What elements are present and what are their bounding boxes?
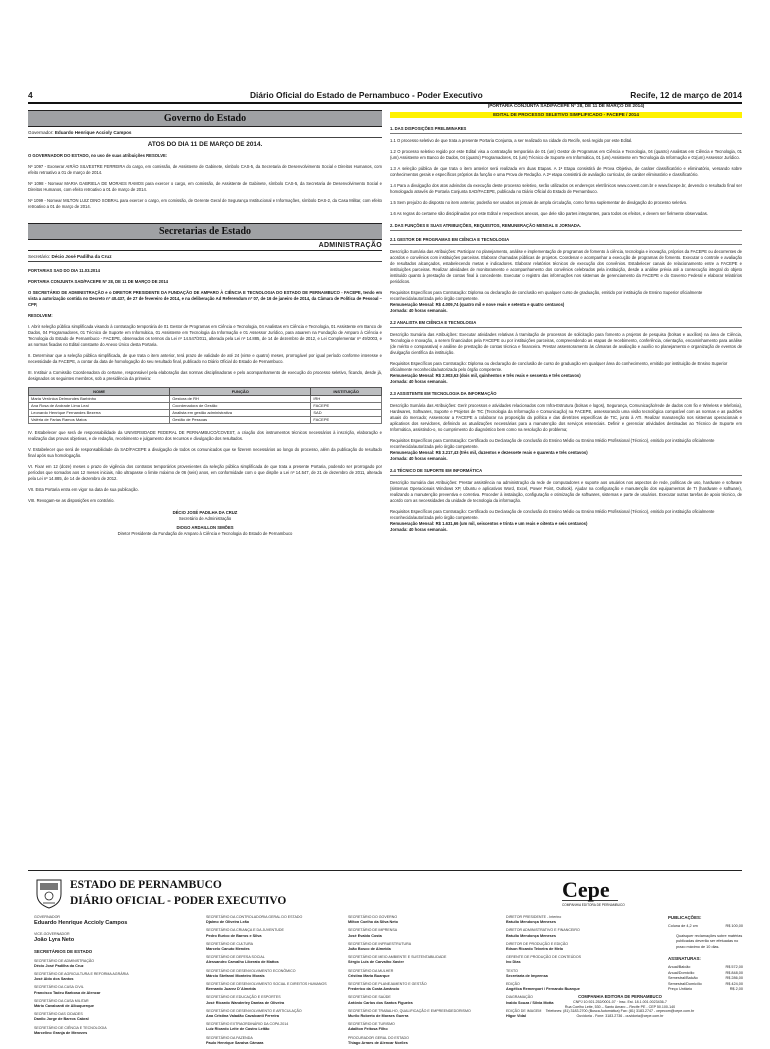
job-requirements: Requisitos Específicos para Contratação: Diploma ou declaração de conclusão de curso de graduação em qualquer área do conhecimento, emitido por instituição de Ensino Superior oficialmente reconhecida/autorizada pelo órgão competente. [390, 361, 728, 372]
expediente-column-1 [34, 915, 194, 1039]
page-number: 4 [28, 90, 33, 100]
staff-name: Danilo Jorge de Barros Cabral [34, 1017, 89, 1022]
subscriptions-heading: ASSINATURAS: [668, 956, 701, 962]
portaria-paragraph: V. Estabelecer que será de responsabilidade da SAD/FACEPE a divulgação de todos os comunicados que se fizerem necessários ao longo do processo, além da publicação do resultado final após sua homologação. [28, 447, 382, 458]
subscription-type: Anual/Domicílio [668, 970, 695, 975]
subscription-price: R$ 2,00 [729, 987, 743, 992]
table-cell: SAD [311, 410, 382, 417]
governor-line [28, 130, 382, 136]
staff-role: SECRETÁRIO DA CONTROLADORIA GERAL DO ESTADO [206, 915, 303, 919]
staff-name: Secretaria de Imprensa [506, 973, 548, 978]
svg-text:Cepe: Cepe [562, 877, 610, 902]
price-label: Coluna de 4,2 cm [668, 924, 698, 929]
staff-name: José Aldo dos Santos [34, 977, 74, 982]
staff-entry [34, 972, 194, 982]
portaria-paragraph: O SECRETÁRIO DE ADMINISTRAÇÃO e o DIRETOR PRESIDENTE DA FUNDAÇÃO DE AMPARO À CIÊNCIA E TECNOLOGIA DO ESTADO DE PERNAMBUCO - FACEPE, tendo em vista a autorização contida no Decreto nº 40.437, de 27 de fevereiro de 2014, e na deliberação Ad Referendum nº 07, de 16 de janeiro de 2014, da Câmara de Política de Pessoal – CPP, [28, 290, 382, 307]
staff-name: Márcio Stefanni Monteiro Morais [206, 973, 265, 978]
publisher-line: Rua Coelho Leite, 530 – Santo Amaro – Recife PE - CEP 50.100-140 [564, 1004, 676, 1009]
staff-role: SECRETÁRIO DE TRABALHO, QUALIFICAÇÃO E EMPREENDEDORISMO [348, 1008, 471, 1013]
publications-box [668, 915, 743, 992]
staff-role: SECRETÁRIO DO GOVERNO [348, 915, 398, 919]
staff-name: Frederico da Costa Amâncio [348, 987, 400, 992]
staff-role: DIRETOR ADMINISTRATIVO E FINANCEIRO [506, 928, 580, 933]
job-title: 2.4 TÉCNICO DE SUPORTE EM INFORMÁTICA [390, 468, 742, 476]
staff-role: TEXTO [506, 968, 518, 973]
staff-role: SECRETÁRIO DE DESENVOLVIMENTO E ARTICULAÇÃO [206, 1008, 302, 1013]
table-cell: FACEPE [311, 417, 382, 424]
staff-name: Luiz Ricardo Leite de Castro Leitão [206, 1027, 270, 1032]
staff-role: SECRETÁRIO DE INFRAESTRUTURA [348, 941, 412, 946]
publisher-line: Telefones: (81) 3183.2700 (Busca Automática) Fax: (81) 3183.2747 - cepecom@cepe.com.br [545, 1009, 695, 1014]
job-requirements: Requisitos Específicos para Contratação: Diploma ou declaração de conclusão em qualquer curso de graduação, emitido por instituição de Ensino Superior oficialmente reconhecida/autorizada pelo órgão competente. [390, 290, 703, 301]
staff-entry [348, 1009, 488, 1019]
staff-role: SECRETÁRIO DA CRIANÇA E DA JUVENTUDE [206, 928, 284, 933]
staff-role: GOVERNADOR [34, 915, 60, 919]
commission-table [28, 387, 382, 424]
job-salary: Remuneração Mensal: R$ 1.631,66 (um mil, seiscentos e trinta e um reais e oitenta e seis centavos) [390, 521, 588, 526]
price-row [668, 924, 743, 929]
portaria-paragraph: I. Abrir seleção pública simplificada visando à contratação temporária de 01 Gestor de Programas em Ciência e Tecnologia, 04 Analistas em Ciência e Tecnologia, 01 Assistente em Banco de Dados, 04 Programadores, 01 Técnico de Suporte em Informática, 01 Assistente em Tecnologia da Informação e 01 Assessor Jurídico, para atuarem na Fundação de Amparo à Ciência e Tecnologia do Estado de Pernambuco - FACEPE, observados os termos da Lei nº 14.547/2011, alterada pela Lei nº 14.885, de 14 de dezembro de 2012, e Lei Complementar nº 49/2003, e as normas fixadas no Edital constante do Anexo Único desta Portaria. [28, 324, 382, 347]
signature-name: DÉCIO JOSÉ PADILHA DA CRUZ [172, 510, 238, 515]
staff-role: SECRETÁRIO DE MEIO AMBIENTE E SUSTENTABILIDADE [348, 955, 447, 960]
staff-entry [206, 955, 346, 965]
right-column [390, 103, 742, 533]
signature-role: Diretor Presidente da Fundação de Amparo à Ciência e Tecnologia do Estado de Pernambuco [117, 531, 293, 536]
job-salary: Remuneração Mensal: R$ 3.217,43 (três mil, duzentos e dezessete reais e quarenta e três centavos) [390, 450, 588, 455]
staff-name: Antônio Carlos dos Santos Figueira [348, 1000, 413, 1005]
staff-entry [206, 1009, 346, 1019]
staff-name: Milton Coelho da Silva Neto [348, 920, 398, 925]
staff-entry [34, 932, 194, 944]
job-title: 2.2 ANALISTA EM CIÊNCIA E TECNOLOGIA [390, 320, 742, 328]
edital-reference: (PORTARIA CONJUNTA SAD/FACEPE Nº 28, DE 11 DE MARÇO DE 2014) [487, 103, 645, 108]
staff-entry [348, 969, 488, 979]
expediente-column-2 [206, 915, 346, 1049]
staff-name: Pedro Eurico de Barros e Silva [206, 933, 262, 938]
edital-paragraph: 1.6 As regras do certame são disciplinadas por este Edital e respectivos anexos, que dele são partes integrantes, para todos os efeitos, e devem ser fielmente observadas. [390, 211, 708, 216]
staff-name: Francisco Tadeu Barbosa de Alencar [34, 990, 101, 995]
staff-name: Ivo Dias [506, 960, 521, 965]
staff-role: SECRETÁRIO DA CASA MILITAR [34, 998, 89, 1003]
staff-entry [206, 915, 346, 925]
page-header [28, 90, 742, 104]
table-cell: Gestão de Pessoas [170, 417, 311, 424]
job-hours: Jornada: 40 horas semanais. [390, 456, 448, 461]
staff-name: Murilo Roberto de Moraes Guerra [348, 1014, 409, 1019]
staff-entry [206, 1036, 346, 1046]
staff-role: SECRETÁRIO DE IMPRENSA [348, 928, 398, 933]
staff-name: Djalmo de Oliveira Leão [206, 920, 250, 925]
edital-paragraph: 1.1 O processo seletivo de que trata a presente Portaria Conjunta, a ser realizado na cidade do Recife, será regido por este Edital. [390, 138, 633, 143]
edital-paragraph: 1.2 O processo seletivo regido por este Edital visa a contratação temporária de 01 (um) Gestor de Programas em Ciência e Tecnologia, 04 (quatro) Analistas em Ciência e Tecnologia, 01 (um) Assistente em Banco de Dados, 04 (quatro) Programadores, 01 (um) Técnico de Suporte em Informática, 01 (um) Assistente em Tecnologia da Informação e 01(um) Assessor Jurídico. [390, 149, 742, 160]
subscription-price: R$ 424,00 [725, 981, 743, 986]
expediente-column-3 [348, 915, 488, 1049]
staff-name: Marcelino Granja de Menezes [34, 1030, 88, 1035]
publisher-line: Ouvidoria - Fone: 3183.2736 - ouvidoria@cepe.com.br [576, 1014, 664, 1019]
subscription-type: Semestral/Balcão [668, 976, 698, 981]
journal-title: Diário Oficial do Estado de Pernambuco - Poder Executivo [250, 90, 483, 100]
staff-entry [506, 928, 656, 938]
portaria-paragraph: VIII. Revogam-se as disposições em contrário. [28, 498, 115, 503]
job-salary: Remuneração Mensal: R$ 2.903,63 (dois mil, quinhentos e três reais e sessenta e três centavos) [390, 373, 581, 378]
staff-entry [34, 1012, 194, 1022]
table-cell: Maria Verônica Delmondes Barbinho [29, 396, 170, 403]
acts-intro: O GOVERNADOR DO ESTADO, no uso de suas atribuições RESOLVE: [28, 153, 168, 158]
table-row [29, 417, 382, 424]
subscription-price: R$ 286,00 [725, 976, 743, 981]
staff-role: SECRETÁRIO DE CULTURA [206, 941, 254, 946]
staff-name: Higor Vidal [506, 1014, 526, 1019]
staff-name: Ana Cristina Valadão Cavalcanti Ferreira [206, 1014, 280, 1019]
staff-entry [348, 995, 488, 1005]
staff-name: Paulo Henrique Saraiva Câmara [206, 1040, 264, 1045]
job-description: Descrição Sumária das Atribuições: Prestar assistência na administração da rede de computadores e suporte aos usuários nos aspectos de rede, políticas de uso, hardware e software (sistemas Operacionais Windows XP, Ubuntu e aplicativos Word, Excel, Power Point, Outlook). Ajudar na configuração e manutenção dos equipamentos de TI (hardware e software), realizando a manutenção preventiva e corretiva. Proceder à instalação, configuração e otimização de softwares, sistemas e parte de usuários. Executar outras tarefas de apoio técnico, de acordo com as necessidades da unidade de tecnologia da informação. [390, 480, 742, 503]
staff-entry [206, 942, 346, 952]
staff-name: José Ricardo Wanderley Dantas de Oliveira [206, 1000, 285, 1005]
acts-title: ATOS DO DIA 11 DE MARÇO DE 2014. [147, 141, 263, 148]
table-cell: Leonardo Henrique Fernandes Bezerra [29, 410, 170, 417]
subscription-type: Anual/Balcão [668, 965, 691, 970]
secretary-name: Décio José Padilha da Cruz [51, 254, 112, 259]
state-title: ESTADO DE PERNAMBUCO [70, 879, 222, 891]
table-header: FUNÇÃO [170, 388, 311, 396]
signature-role: Secretário de Administração [178, 516, 232, 521]
publisher-line: CNPJ 10.921.252/0001-07 · Insc. Est. 18.1.001.0023436-7 [573, 999, 667, 1004]
job-hours: Jornada: 40 horas semanais. [390, 527, 448, 532]
staff-entry [506, 942, 656, 952]
staff-role: DIAGRAMAÇÃO [506, 995, 533, 1000]
edital-paragraph: 1.3 A seleção pública de que trata o item anterior será realizada em duas Etapas. A 1ª Etapa consistirá de Prova Objetiva, de caráter classificatório e eliminatório, versando sobre conhecimentos gerais e específicos próprios da função e uma Prova de Redação. A 2ª etapa consistirá de avaliação curricular, de caráter eliminatório e classificatório. [390, 166, 742, 177]
job-description: Descrição Sumária das Atribuições: Gerir processos e atividades relacionados com Infra-Estrutura (bolsas e logos), Segurança, Comunicação/rede de dados com fio e Wireless e telefonia), Hardwares, Softwares, Suporte e Projetos de TIC (Tecnologia da Informação e Comunicação) na FACEPE, assessorando uma visão tecnológica compatível com as normas e as padrões atuais do mercado; Assessorar a FACEPE a colaborar na proposição da política e das diretrizes específicas de TIC, junto à ATI. Realizar manutenção nos sistemas operacionais e aplicativos dos servidores, definindo as atualizações necessárias para a manutenção dos serviços essenciais. Definir e gerenciar atividades destinadas ao Técnico de Suporte em Informática, assistindo-o, no cumprimento do diagnóstico bem como na resolução do problema; [390, 403, 742, 432]
staff-name: Angélica Remenport / Fernando Buarque [506, 987, 580, 992]
secretary-label: Secretário: [28, 254, 51, 259]
staff-entry [348, 982, 488, 992]
staff-role: EDIÇÃO DE IMAGEM [506, 1008, 542, 1013]
staff-entry [506, 969, 656, 979]
staff-name: Bráulio Mendonça Meneses [506, 920, 557, 925]
administracao-heading: ADMINISTRAÇÃO [28, 243, 382, 251]
staff-entry [506, 955, 656, 965]
staff-entry [34, 1026, 194, 1036]
section-heading: 2. DAS FUNÇÕES E SUAS ATRIBUIÇÕES, REQUISITOS, REMUNERAÇÃO MENSAL E JORNADA. [390, 223, 742, 231]
table-cell: IRH [311, 396, 382, 403]
staff-role: SECRETÁRIO DE DESENVOLVIMENTO ECONÔMICO [206, 968, 296, 973]
svg-text:COMPANHIA EDITORA DE PERNAMBUC: COMPANHIA EDITORA DE PERNAMBUCO [562, 903, 625, 907]
portaria-conjunta-title: PORTARIA CONJUNTA SAD/FACEPE Nº 28, DE 11 DE MARÇO DE 2014 [28, 279, 168, 284]
governo-banner: Governo do Estado [28, 110, 382, 127]
staff-role: SECRETÁRIO DE DEFESA SOCIAL [206, 955, 265, 960]
staff-role: SECRETÁRIO DE ADMINISTRAÇÃO [34, 958, 95, 963]
staff-role: DIRETOR PRESIDENTE - Interino [506, 915, 562, 919]
table-header: INSTITUIÇÃO [311, 388, 382, 396]
left-column [28, 110, 382, 537]
staff-entry [206, 995, 346, 1005]
staff-entry [506, 982, 656, 992]
staff-role: SECRETÁRIO DAS CIDADES [34, 1012, 83, 1017]
staff-entry [348, 915, 488, 925]
table-cell: Gestora de RH [170, 396, 311, 403]
portaria-paragraph: IV. Estabelecer que será de responsabilidade da UNIVERSIDADE FEDERAL DE PERNAMBUCO/COVEST, a criação dos instrumentos técnicos necessários à inscrição, elaboração e realização das provas objetivas, e de redação, recebimento e julgamento dos recursos e divulgação dos resultados. [28, 430, 382, 441]
issue-date: Recife, 12 de março de 2014 [630, 90, 742, 100]
staff-name: Bernardo Juarez D´Almeida [206, 987, 256, 992]
staff-entry [348, 942, 488, 952]
staff-name: Décio José Padilha da Cruz [34, 963, 84, 968]
staff-name: Sérgio Luis de Carvalho Xavier [348, 960, 404, 965]
staff-role: SECRETÁRIO DE TURISMO [348, 1022, 395, 1027]
staff-name: João Lyra Neto [34, 937, 75, 944]
staff-role: GERENTE DE PRODUÇÃO DE CONTEÚDOS [506, 955, 582, 960]
table-cell: Valéria de Farias Ramos Matos [29, 417, 170, 424]
secretary-line [28, 254, 382, 260]
act-item: Nº 1097 - Exonerar AIRÃO SILVESTRE FERREIRA do cargo, em comissão, de Assistente de Gabinete, símbolo CAS-5, da Secretaria de Desenvolvimento Social e Direitos Humanos, com efeito retroativo a 01 de março de 2014. [28, 164, 382, 175]
cepe-logo [558, 875, 628, 909]
staff-name: Adailton Feitosa Filho [348, 1027, 388, 1032]
journal-name: DIÁRIO OFICIAL - PODER EXECUTIVO [70, 895, 287, 907]
staff-role: SECRETÁRIO DA CASA CIVIL [34, 985, 84, 990]
staff-entry [206, 969, 346, 979]
staff-entry [348, 955, 488, 965]
portaria-paragraph: VI. Fixar em 12 (doze) meses o prazo de vigência dos contratos temporários provenientes da seleção pública simplificada de que trata a presente Portaria, podendo ser prorrogado por períodos que somados aos 12 meses iniciais, não ultrapasse o limite máximo de 06 (seis) anos, em conformidade com o que dispõe a Lei nº 14.547, de 21 de dezembro de 2011, alterada pela Lei nº 14.885, de 14 de dezembro de 2012. [28, 464, 382, 481]
expediente-box [28, 870, 743, 1045]
staff-entry [506, 915, 656, 925]
table-row [29, 410, 382, 417]
staff-name: Bráulio Mendonça Meneses [506, 933, 557, 938]
edital-paragraph: 1.4 Para a divulgação dos atos advindos da execução deste processo seletivo, serão utilizados os endereços eletrônicos www.covest.com.br e www.facepe.br, devendo o resultado final ser homologado através de Portaria Conjunta SAD/FACEPE, publicada no Diário Oficial do Estado de Pernambuco. [390, 183, 742, 194]
staff-role: EDIÇÃO [506, 982, 520, 987]
staff-entry [34, 999, 194, 1009]
act-item: Nº 1099 - Nomear MILTON LUIZ DINO SOBRAL para exercer o cargo, em comissão, de Gerente Geral de Segurança Institucional e Informações, símbolo DAS-2, da Casa Militar, com efeito retroativo a 01 de março de 2014. [28, 198, 382, 209]
portaria-paragraph: III. Instituir a Comissão Coordenadora do certame, responsável pela elaboração das normas disciplinadoras e pelo acompanhamento de execução do processo seletivo, ficando, desde já, designados os seguintes membros, sob a presidência da primeira: [28, 370, 382, 381]
subscription-price: R$ 848,00 [725, 970, 743, 975]
edital-title: EDITAL DE PROCESSO SELETIVO SIMPLIFICADO - FACEPE / 2014 [390, 112, 742, 118]
staff-role: SECRETÁRIO DE DESENVOLVIMENTO SOCIAL E DIREITOS HUMANOS [206, 982, 327, 987]
job-requirements: Requisitos Específicos para Contratação: Certificado ou Declaração de conclusão do Ensino Médio ou Ensino Médio Profissional (Técnico), emitido por instituição oficialmente reconhecida/autorizada pelo órgão competente. [390, 509, 715, 520]
section-heading: 1. DAS DISPOSIÇÕES PRELIMINARES [390, 126, 742, 134]
staff-name: Ivaldo Souza / Silvia Motta [506, 1000, 554, 1005]
staff-name: Edson Ricardo Teixeira de Melo [506, 947, 564, 952]
job-description: Descrição Sumária das Atribuições: Executar atividades relativas à tramitação de processos de solicitação para fomento a projetos de pesquisa (bolsas e auxílios) na área de Ciência, Tecnologia e Inovação, a serem financiados pela FACEPE ou por instituições parceiras, compreendendo as etapas de recebimento, conferência, orientação, encaminhamento para análise (de mérito e comparativa) e análise de prestação de contas técnica e financeira. Prestar assessoramento às câmaras de avaliação e auxílio no planejamento e organização de eventos de divulgação científica da instituição. [390, 332, 742, 355]
table-header-row [29, 388, 382, 396]
price-value: R$ 100,00 [725, 924, 743, 929]
job-salary: Remuneração Mensal: R$ 4.009,74 (quatro mil e nove reais e setenta e quatro centavos) [390, 302, 565, 307]
publisher-name: COMPANHIA EDITORA DE PERNAMBUCO [578, 994, 662, 999]
staff-role: SECRETÁRIO DE AGRICULTURA E REFORMA AGRÁRIA [34, 972, 129, 977]
subscription-row [668, 987, 743, 992]
portaria-paragraph: VII. Esta Portaria entra em vigor na data de sua publicação. [28, 487, 139, 492]
table-header: NOME [29, 388, 170, 396]
subscription-type: Semestral/Domicílio [668, 981, 702, 986]
staff-name: Cristina Maria Buarque [348, 973, 390, 978]
staff-name: João Bosco de Almeida [348, 947, 391, 952]
subscription-price: R$ 572,00 [725, 965, 743, 970]
staff-role: SECRETÁRIO DE EDUCAÇÃO E ESPORTES [206, 995, 281, 1000]
staff-role: SECRETÁRIO DA FAZENDA [206, 1035, 253, 1040]
staff-name: José Evaldo Costa [348, 933, 382, 938]
staff-name: Eduardo Henrique Accioly Campos [34, 920, 128, 927]
job-title: 2.3 ASSISTENTE EM TECNOLOGIA DA INFORMAÇÃO [390, 391, 742, 399]
job-requirements: Requisitos Específicos para Contratação: Certificado ou Declaração de conclusão do Ensino Médio ou Ensino Médio Profissional (Técnico), emitido por instituição oficialmente reconhecida/autorizada pelo órgão competente. [390, 438, 715, 449]
subscription-type: Preço Unitário [668, 987, 693, 992]
staff-role: VICE-GOVERNADOR [34, 932, 70, 937]
subscriptions-list [668, 965, 743, 992]
staff-section-heading: SECRETÁRIOS DE ESTADO [34, 949, 93, 955]
staff-name: Alessandro Carvalho Liberato de Mattos [206, 960, 279, 965]
staff-entry [34, 959, 194, 969]
job-title: 2.1 GESTOR DE PROGRAMAS EM CIÊNCIA E TECNOLOGIA [390, 237, 742, 245]
staff-name: Thiago Arraes de Alencar Norões [348, 1040, 408, 1045]
staff-entry [34, 985, 194, 995]
staff-role: SECRETÁRIO DE SAÚDE [348, 995, 391, 1000]
staff-role: DIRETOR DE PRODUÇÃO E EDIÇÃO [506, 941, 569, 946]
portaria-paragraph: II. Determinar que a seleção pública simplificada, de que trata o item anterior, terá prazo de validade de até 24 (vinte e quatro) meses, prorrogável por igual período conforme interesse e necessidade da FACEPE, a contar da data de homologação do seu resultado final, publicado no Diário Oficial do Estado de Pernambuco. [28, 353, 382, 364]
table-cell: Coordenadora de Gestão [170, 403, 311, 410]
staff-entry [206, 982, 346, 992]
job-hours: Jornada: 40 horas semanais. [390, 308, 448, 313]
table-cell: FACEPE [311, 403, 382, 410]
governor-label: Governador: [28, 130, 54, 135]
table-row [29, 403, 382, 410]
portarias-title: PORTARIAS SAD DO DIA 11.03.2014 [28, 268, 100, 273]
table-cell: Ana Rosa de Andrade Lima Leal [29, 403, 170, 410]
staff-entry [34, 915, 194, 927]
complaints-note: Quaisquer reclamações sobre matérias publicadas deverão ser efetuadas no prazo máximo de 10 dias. [676, 933, 743, 949]
job-description: Descrição Sumária das Atribuições: Participar no planejamento, análise e implementação de programas de fomento à ciência, tecnologia e inovação, próprios da FACEPE ou decorrentes de acordos e convênios com instituições parceiras. Elaborar chamadas públicas de projetos. Coordenar e acompanhar a execução de programas de fomento. Executar o controle e avaliação de resultados alcançados, estabelecendo metas e indicadores. Elaborar relatórios técnicos de execução dos convênios. Estabelecer canais de relacionamento entre a FACEPE e instituições parceiras. Realizar atividades de monitoramento e acompanhamento dos convênios celebrados pela instituição, desde a análise prévia até a consecução integral do objeto instituído quanto à prestação de contas final à concedente. Executar o registro das informações nos sistemas de gerenciamento da FACEPE e do Governo Federal e elaborar relatórios periódicos. [390, 249, 742, 284]
staff-name: Marcelo Canuto Mendes [206, 947, 250, 952]
staff-entry [348, 928, 488, 938]
staff-name: Mário Cavalcanti de Albuquerque [34, 1004, 94, 1009]
publisher-footer [498, 995, 742, 1019]
staff-role: SECRETÁRIO DE PLANEJAMENTO E GESTÃO [348, 982, 427, 987]
staff-entry [34, 949, 194, 954]
governor-name: Eduardo Henrique Accioly Campos [54, 130, 132, 135]
signature-name: DIOGO ARDAILLON SIMÕES [176, 525, 234, 530]
job-hours: Jornada: 40 horas semanais. [390, 379, 448, 384]
staff-role: SECRETÁRIO EXTRAORDINÁRIO DA COPA 2014 [206, 1022, 289, 1027]
staff-role: SECRETÁRIO DE CIÊNCIA E TECNOLOGIA [34, 1025, 107, 1030]
secretarias-banner: Secretarias de Estado [28, 223, 382, 240]
staff-role: PROCURADOR GERAL DO ESTADO [348, 1035, 409, 1040]
publications-heading: PUBLICAÇÕES: [668, 915, 702, 920]
staff-role: SECRETÁRIO DA MULHER [348, 968, 394, 973]
table-row [29, 396, 382, 403]
edital-paragraph: 1.5 Sem prejuízo do disposto no item anterior, poderão ser usados os jornais de ampla circulação, como forma suplementar de divulgação do processo seletivo. [390, 200, 688, 205]
coat-of-arms-icon [34, 877, 64, 909]
staff-entry [206, 928, 346, 938]
table-cell: Analista em gestão administrativa [170, 410, 311, 417]
staff-entry [348, 1036, 488, 1046]
portaria-paragraph: RESOLVEM: [28, 313, 53, 318]
act-item: Nº 1098 - Nomear MARIA GABRIELA DE MORAES RAMOS para exercer o cargo, em comissão, de Assistente de Gabinete, símbolo CAS-5, da Secretaria de Desenvolvimento Social e Direitos Humanos, com efeito retroativo a 01 de março de 2014. [28, 181, 382, 192]
